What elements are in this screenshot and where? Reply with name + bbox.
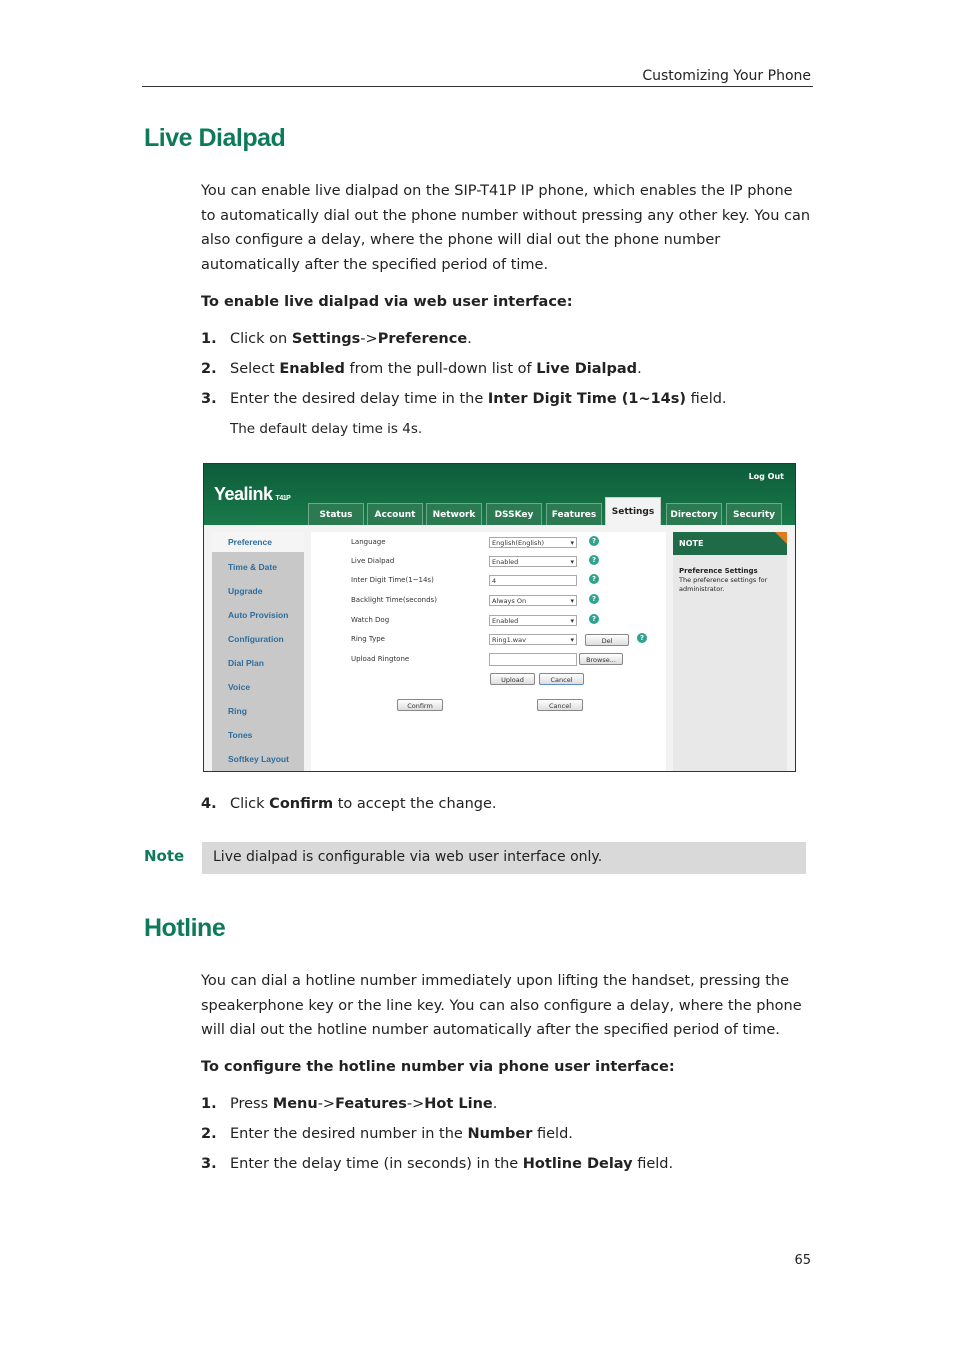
field-label-backlight-time: Backlight Time(seconds) <box>351 596 437 604</box>
tab-account[interactable]: Account <box>367 503 423 525</box>
sidebar-item-preference[interactable]: Preference <box>212 532 304 552</box>
web-ui-note-panel <box>673 532 787 771</box>
web-ui-sidebar <box>212 532 304 771</box>
tab-features[interactable]: Features <box>546 503 602 525</box>
ring-type-select[interactable]: Ring1.wav ▾ <box>489 634 577 645</box>
note-box <box>202 842 806 874</box>
tab-settings[interactable]: Settings <box>605 497 661 525</box>
cancel-button[interactable]: Cancel <box>537 699 583 711</box>
field-label-language: Language <box>351 538 386 546</box>
step-1: 1. Click on Settings->Preference. <box>201 331 472 347</box>
sidebar-item-softkey-layout[interactable]: Softkey Layout <box>228 754 289 764</box>
section-title-hotline: Hotline <box>144 914 226 942</box>
live-dialpad-intro: You can enable live dialpad on the SIP-T41P IP phone, which enables the IP phone to automatically dial out the phone number without pressing any other key. You can also configure a delay, where the phone will dial out the phone number automatically after the specified period of time. <box>201 183 811 273</box>
tab-dsskey[interactable]: DSSKey <box>486 503 542 525</box>
tab-directory[interactable]: Directory <box>666 503 722 525</box>
sidebar-item-voice[interactable]: Voice <box>228 682 251 692</box>
browse-button[interactable]: Browse... <box>579 653 623 665</box>
tab-status[interactable]: Status <box>308 503 364 525</box>
note-panel-header: NOTE <box>673 532 787 555</box>
hotline-step-3: 3. Enter the delay time (in seconds) in the Hotline Delay field. <box>201 1156 674 1172</box>
field-label-upload-ringtone: Upload Ringtone <box>351 655 410 663</box>
page-number: 65 <box>794 1253 811 1268</box>
sidebar-item-dial-plan[interactable]: Dial Plan <box>228 658 264 668</box>
sidebar-item-time-date[interactable]: Time & Date <box>228 562 277 572</box>
hotline-procedure-title: To configure the hotline number via phone user interface: <box>201 1059 675 1075</box>
step-4: 4. Click Confirm to accept the change. <box>201 796 497 812</box>
help-icon[interactable]: ? <box>589 555 599 565</box>
running-header: Customizing Your Phone <box>642 68 811 84</box>
sidebar-item-tones[interactable]: Tones <box>228 730 253 740</box>
upload-ringtone-file-input[interactable] <box>489 653 577 666</box>
note-panel-text: The preference settings for administrator. <box>679 576 768 593</box>
sidebar-item-ring[interactable]: Ring <box>228 706 247 716</box>
web-ui-main-form <box>311 532 666 771</box>
yealink-logo: Yealink T41P <box>214 484 291 504</box>
help-icon[interactable]: ? <box>589 594 599 604</box>
sidebar-item-auto-provision[interactable]: Auto Provision <box>228 610 289 620</box>
step-3: 3. Enter the desired delay time in the Inter Digit Time (1~14s) field. <box>201 391 727 407</box>
section-title-live-dialpad: Live Dialpad <box>144 124 286 152</box>
field-label-watch-dog: Watch Dog <box>351 616 390 624</box>
help-icon[interactable]: ? <box>637 633 647 643</box>
delete-ringtone-button[interactable]: Del <box>585 634 629 646</box>
logout-link[interactable]: Log Out <box>748 472 784 481</box>
note-text: Live dialpad is configurable via web user interface only. <box>213 849 603 865</box>
language-select[interactable]: English(English) ▾ <box>489 537 577 548</box>
tab-security[interactable]: Security <box>726 503 782 525</box>
note-corner-decoration <box>775 532 787 544</box>
field-label-inter-digit-time: Inter Digit Time(1~14s) <box>351 576 434 584</box>
hotline-intro: You can dial a hotline number immediately upon lifting the handset, pressing the speakerphone key or the line key. You can also configure a delay, where the phone will dial out the hotline number automatically after the specified period of time. <box>201 973 802 1038</box>
default-delay-note: The default delay time is 4s. <box>230 421 423 437</box>
help-icon[interactable]: ? <box>589 536 599 546</box>
field-label-ring-type: Ring Type <box>351 635 385 643</box>
sidebar-item-upgrade[interactable]: Upgrade <box>228 586 263 596</box>
web-ui-screenshot <box>203 463 796 772</box>
live-dialpad-procedure-title: To enable live dialpad via web user interface: <box>201 294 573 310</box>
note-panel-title: Preference Settings <box>679 567 758 575</box>
sidebar-item-configuration[interactable]: Configuration <box>228 634 284 644</box>
upload-button[interactable]: Upload <box>490 673 535 685</box>
help-icon[interactable]: ? <box>589 574 599 584</box>
watch-dog-select[interactable]: Enabled ▾ <box>489 615 577 626</box>
hotline-step-1: 1. Press Menu->Features->Hot Line. <box>201 1096 498 1112</box>
note-label: Note <box>144 847 185 865</box>
help-icon[interactable]: ? <box>589 614 599 624</box>
tab-network[interactable]: Network <box>426 503 482 525</box>
field-label-live-dialpad: Live Dialpad <box>351 557 395 565</box>
confirm-button[interactable]: Confirm <box>397 699 443 711</box>
header-rule <box>142 86 813 87</box>
live-dialpad-select[interactable]: Enabled ▾ <box>489 556 577 567</box>
step-2: 2. Select Enabled from the pull-down list of Live Dialpad. <box>201 361 642 377</box>
backlight-time-select[interactable]: Always On ▾ <box>489 595 577 606</box>
hotline-step-2: 2. Enter the desired number in the Number field. <box>201 1126 573 1142</box>
inter-digit-time-input[interactable]: 4 <box>489 575 577 586</box>
cancel-upload-button[interactable]: Cancel <box>539 673 584 685</box>
